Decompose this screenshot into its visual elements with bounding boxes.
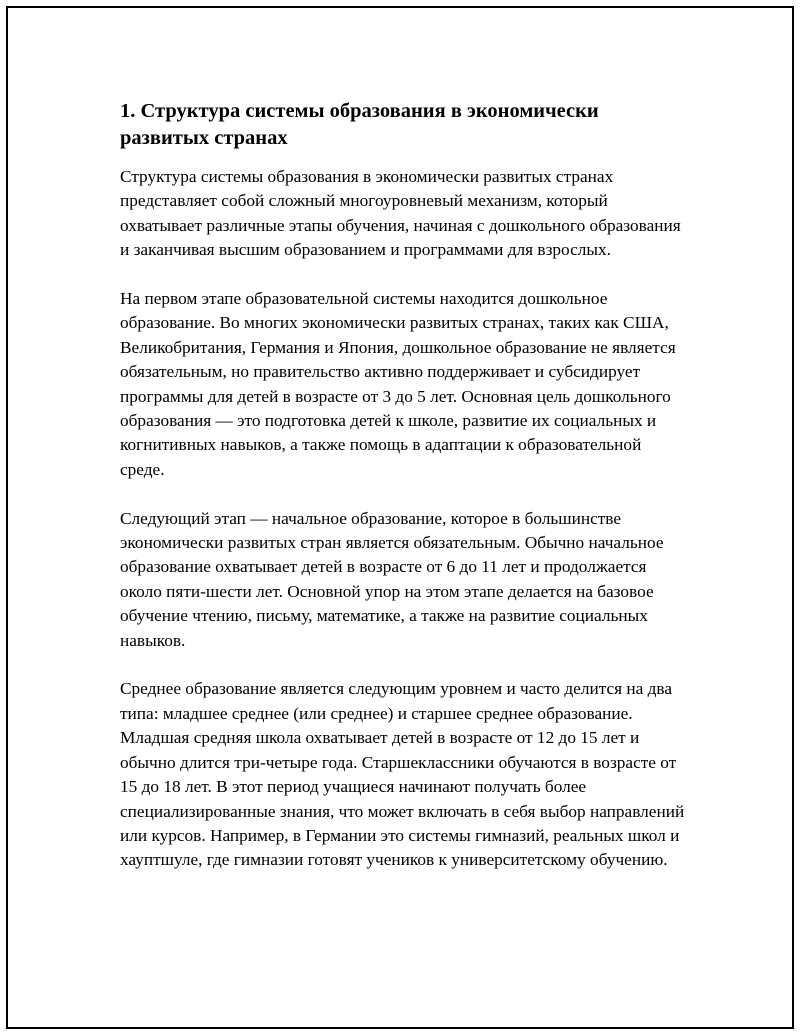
section-heading: 1. Структура системы образования в экономически развитых странах: [120, 100, 599, 149]
paragraph-primary: Следующий этап — начальное образование, которое в большинстве экономически развитых стран является обязательным. Обычно начальное образование охватывает детей в возрасте от 6 до 11 лет и продолжается около пяти-шести лет. Основной упор на этом этапе делается на базовое обучение чтению, письму, математике, а также на развитие социальных навыков.: [120, 508, 664, 650]
page-frame: [6, 6, 794, 1029]
paragraph-preschool: На первом этапе образовательной системы находится дошкольное образование. Во многих экономически развитых странах, таких как США, Великобритания, Германия и Япония, дошкольное образование не является обязательным, но правительство активно поддерживает и субсидирует программы для детей в возрасте от 3 до 5 лет. Основная цель дошкольного образования — это подготовка детей к школе, развитие их социальных и когнитивных навыков, а также помощь в адаптации к образовательной среде.: [120, 289, 676, 479]
document-body: [120, 98, 690, 897]
paragraph-intro: Структура системы образования в экономически развитых странах представляет собой сложный многоуровневый механизм, который охватывает различные этапы обучения, начиная с дошкольного образования и заканчивая высшим образованием и программами для взрослых.: [120, 167, 681, 260]
paragraph-secondary: Среднее образование является следующим уровнем и часто делится на два типа: младшее среднее (или среднее) и старшее среднее образование. Младшая средняя школа охватывает детей в возрасте от 12 до 15 лет и обычно длится три-четыре года. Старшеклассники обучаются в возрасте от 15 до 18 лет. В этот период учащиеся начинают получать более специализированные знания, что может включать в себя выбор направлений или курсов. Например, в Германии это системы гимназий, реальных школ и хауптшуле, где гимназии готовят учеников к университетскому обучению.: [120, 679, 685, 870]
